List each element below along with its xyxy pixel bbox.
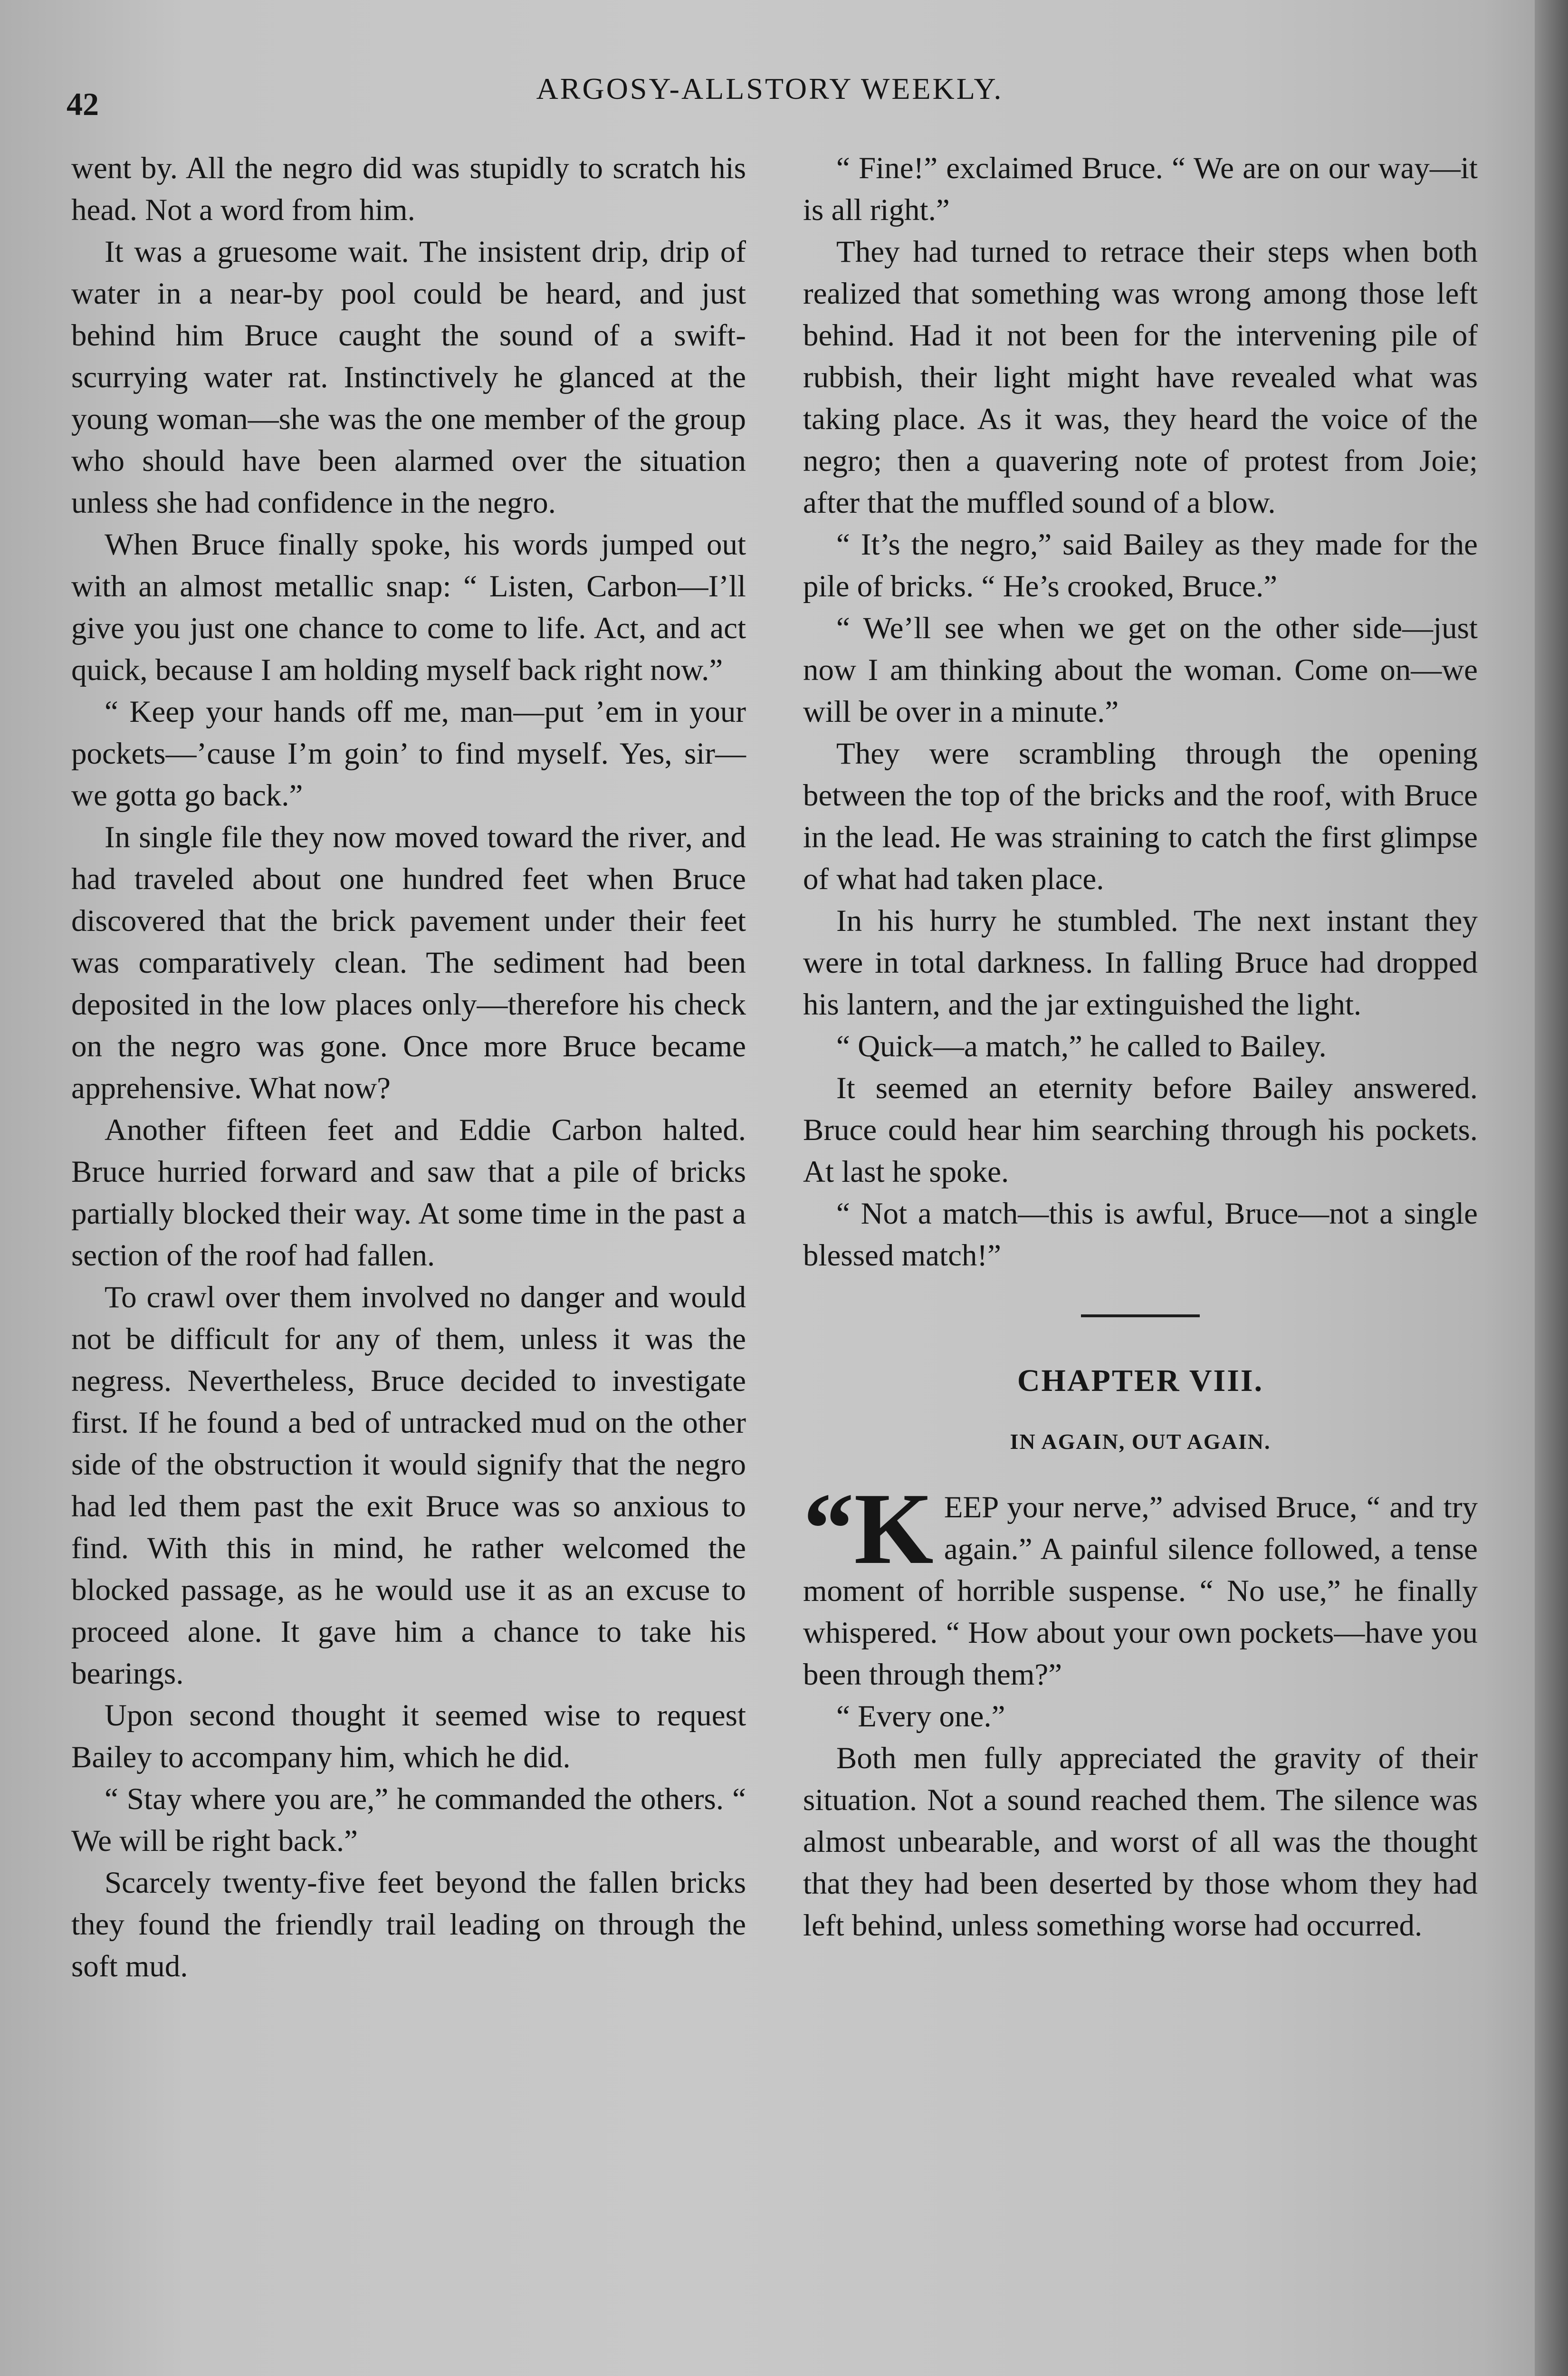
paragraph: It was a gruesome wait. The insistent drip, drip of water in a near-by pool could be heard, and just behind him Bruce caught the sound of a swift-scurrying water rat. Instinctively he glanced at the young woman—she was the one member of the group who should have been alarmed over the situation unless she had confidence in the negro. bbox=[71, 235, 746, 520]
chapter-opening-text: EEP your nerve,” advised Bruce, “ and try again.” A painful silence followed, a tense moment of horrible suspense. “ No use,” he finally whispered. “ How about your own pockets—have you been through them?” bbox=[803, 1490, 1478, 1692]
paragraph: went by. All the negro did was stupidly to scratch his head. Not a word from him. bbox=[71, 151, 746, 227]
drop-cap bbox=[803, 1472, 934, 1585]
chapter-title: CHAPTER VIII. bbox=[1017, 1363, 1264, 1398]
paragraph: They had turned to retrace their steps when both realized that something was wrong among those left behind. Had it not been for the intervening pile of rubbish, their light might have revealed what was taking place. As it was, they heard the voice of the negro; then a quavering note of protest from Joie; after that the muffled sound of a blow. bbox=[803, 235, 1478, 520]
paragraph: In his hurry he stumbled. The next instant they were in total darkness. In falling Bruce had dropped his lantern, and the jar extinguished the light. bbox=[803, 904, 1478, 1022]
paragraph: When Bruce finally spoke, his words jumped out with an almost metallic snap: “ Listen, Carbon—I’ll give you just one chance to come to life. Act, and act quick, because I am holding myself back right now.” bbox=[71, 527, 746, 687]
paragraph: Another fifteen feet and Eddie Carbon halted. Bruce hurried forward and saw that a pile of bricks partially blocked their way. At some time in the past a section of the roof had fallen. bbox=[71, 1113, 746, 1273]
chapter-opening-paragraph bbox=[803, 1472, 1478, 1696]
paragraph: “ Not a match—this is awful, Bruce—not a single blessed match!” bbox=[803, 1197, 1478, 1273]
paragraph: Upon second thought it seemed wise to request Bailey to accompany him, which he did. bbox=[71, 1698, 746, 1774]
paragraph: Scarcely twenty-five feet beyond the fallen bricks they found the friendly trail leading on through the soft mud. bbox=[71, 1866, 746, 1983]
paragraph: They were scrambling through the opening between the top of the bricks and the roof, with Bruce in the lead. He was straining to catch the first glimpse of what had taken place. bbox=[803, 737, 1478, 896]
running-head: ARGOSY-ALLSTORY WEEKLY. bbox=[536, 72, 1004, 105]
paragraph: “ It’s the negro,” said Bailey as they made for the pile of bricks. “ He’s crooked, Bruce.” bbox=[803, 527, 1478, 604]
section-divider bbox=[1081, 1314, 1200, 1317]
paragraph: “ Every one.” bbox=[836, 1699, 1005, 1734]
page-number: 42 bbox=[67, 86, 99, 122]
paragraph: In single file they now moved toward the river, and had traveled about one hundred feet when Bruce discovered that the brick pavement under their feet was comparatively clean. The sediment had been deposited in the low places only—therefore his check on the negro was gone. Once more Bruce became apprehensive. What now? bbox=[71, 820, 746, 1105]
paragraph: “ Fine!” exclaimed Bruce. “ We are on our way—it is all right.” bbox=[803, 151, 1478, 227]
chapter-subtitle: IN AGAIN, OUT AGAIN. bbox=[1010, 1429, 1271, 1454]
paragraph: “ Quick—a match,” he called to Bailey. bbox=[836, 1029, 1327, 1063]
left-column bbox=[71, 147, 746, 1987]
drop-cap-letter: K bbox=[854, 1472, 934, 1585]
page-edge-shadow bbox=[1535, 0, 1568, 2376]
paragraph: It seemed an eternity before Bailey answered. Bruce could hear him searching through his pockets. At last he spoke. bbox=[803, 1071, 1478, 1189]
paragraph: Both men fully appreciated the gravity of their situation. Not a sound reached them. The silence was almost unbearable, and worst of all was the thought that they had been deserted by those whom they had left behind, unless something worse had occurred. bbox=[803, 1741, 1478, 1943]
right-column bbox=[803, 147, 1478, 1946]
paragraph: “ Keep your hands off me, man—put ’em in your pockets—’cause I’m goin’ to find myself. Yes, sir—we gotta go back.” bbox=[71, 695, 746, 813]
drop-cap-open-quote: “ bbox=[803, 1472, 854, 1585]
paragraph: “ Stay where you are,” he commanded the others. “ We will be right back.” bbox=[71, 1782, 746, 1858]
page-header bbox=[67, 67, 1473, 122]
paragraph: To crawl over them involved no danger and would not be difficult for any of them, unless it was the negress. Nevertheless, Bruce decided to investigate first. If he found a bed of untracked mud on the other side of the obstruction it would signify that the negro had led them past the exit Bruce was so anxious to find. With this in mind, he rather welcomed the blocked passage, as he would use it as an excuse to proceed alone. It gave him a chance to take his bearings. bbox=[71, 1280, 746, 1691]
paragraph: “ We’ll see when we get on the other side—just now I am thinking about the woman. Come on—we will be over in a minute.” bbox=[803, 611, 1478, 729]
